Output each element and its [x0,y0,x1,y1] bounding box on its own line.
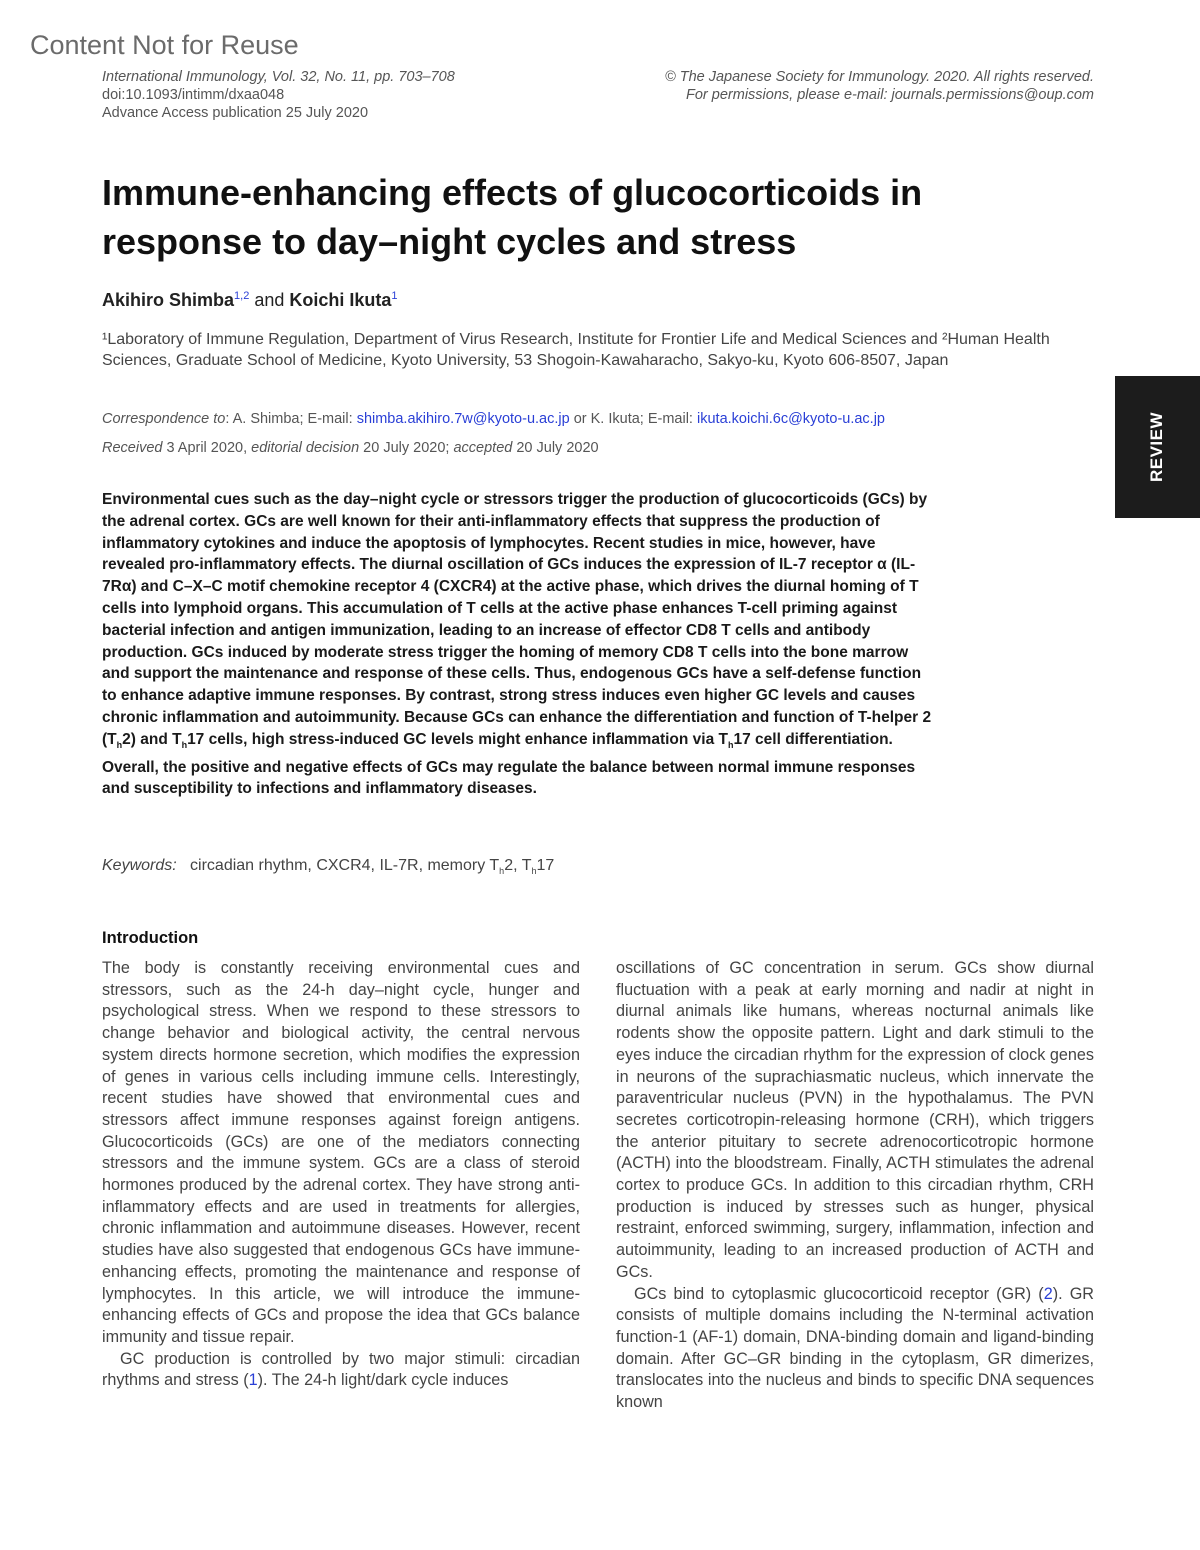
article-title: Immune-enhancing effects of glucocorticoids in response to day–night cycles and stress [102,172,923,262]
intro-paragraph-1: The body is constantly receiving environmental cues and stressors, such as the 24-h day–night cycle, hunger and psychological stress. When we respond to these stressors to change behavior and biological activity, the central nervous system directs hormone secretion, which modifies the expression of genes in various cells including immune cells. Interestingly, recent studies have showed that environmental cues and stressors affect immune responses against foreign antigens. Glucocorticoids (GCs) are one of the mediators connecting stressors and the immune system. GCs are a class of steroid hormones produced by the adrenal cortex. They have strong anti-inflammatory effects and are used in treatments for allergies, chronic inflammation and autoimmune diseases. However, recent studies have also suggested that endogenous GCs have immune-enhancing effects, promoting the maintenance and response of lymphocytes. In this article, we will introduce the immune-enhancing effects of GCs and propose the idea that GCs balance immunity and tissue repair. [102,959,580,1346]
email-link-1[interactable]: shimba.akihiro.7w@kyoto-u.ac.jp [356,411,570,427]
email-link-2[interactable]: ikuta.koichi.6c@kyoto-u.ac.jp [697,411,885,427]
correspondence-text-2: or K. Ikuta; E-mail: [569,411,697,427]
journal-info [102,68,455,122]
keywords-sub-1: h [499,866,505,877]
watermark: Content Not for Reuse [30,30,299,60]
received-dates [102,440,599,456]
review-tab [1115,376,1200,518]
permissions: For permissions, please e-mail: journals.permissions@oup.com [686,87,1094,103]
abstract-text-1: Environmental cues such as the day–night cycle or stressors trigger the production of glucocorticoids (GCs) by the adrenal cortex. GCs are well known for their anti-inflammatory effects that suppress the production of inflammatory cytokines and induce the apoptosis of lymphocytes. Recent studies in mice, however, have revealed pro-inflammatory effects. The diurnal oscillation of GCs induces the expression of IL-7 receptor α (IL-7Rα) and C–X–C motif chemokine receptor 4 (CXCR4) at the active phase, which drives the diurnal homing of T cells into lymphoid organs. This accumulation of T cells at the active phase enhances T-cell priming against bacterial infection and antigen immunization, leading to an increase of effector CD8 T cells and antibody production. GCs induced by moderate stress trigger the homing of memory CD8 T cells into the bone marrow and support the maintenance and response of these cells. Thus, endogenous GCs have a self-defense function to enhance adaptive immune responses. By contrast, strong stress induces even higher GC levels and causes chronic inflammation and autoimmunity. Because GCs can enhance the differentiation and function of T-helper 2 (T [102,491,932,748]
article-type-label: REVIEW [1147,411,1166,483]
affiliation: ¹Laboratory of Immune Regulation, Department of Virus Research, Institute for Frontier Life and Medical Sciences and ²Human Health Sciences, Graduate School of Medicine, Kyoto University, 53 Shogoin-Kawaharacho, Sakyo-ku, Kyoto 606-8507, Japan [102,331,1050,369]
decision-label: editorial decision [251,440,360,456]
abstract-sub-2: h [181,739,188,750]
received-label: Received [102,440,163,456]
section-heading-introduction: Introduction [102,929,199,947]
author-1[interactable]: Akihiro Shimba [102,290,235,310]
intro-paragraph-2-text-b: ). The 24-h light/dark cycle induces [257,1371,509,1390]
intro-paragraph-2 [102,1349,580,1392]
intro-paragraph-4-text-b: ). GR consists of multiple domains including the N-terminal activation function-1 (AF-1) domain, DNA-binding domain and ligand-binding domain. After GC–GR binding in the cytoplasm, GR dimerizes, translocates into the nucleus and binds to specific DNA sequences known [616,1284,1094,1412]
abstract [102,489,932,800]
correspondence-label: Correspondence to [102,411,226,427]
authors [102,290,398,311]
authors-and: and [254,290,285,310]
author-1-affiliation[interactable]: 1,2 [234,290,250,302]
accepted-label: accepted [453,440,513,456]
author-2[interactable]: Koichi Ikuta [289,290,392,310]
correspondence-text-1: : A. Shimba; E-mail: [225,411,357,427]
abstract-sub-3: h [728,739,734,750]
doi[interactable]: doi:10.1093/intimm/dxaa048 [102,87,285,103]
abstract-text-2: 2) and T [122,730,182,748]
intro-paragraph-4-text-a: GCs bind to cytoplasmic glucocorticoid receptor (GR) ( [634,1284,1044,1303]
received-date: 3 April 2020, [162,440,252,456]
author-2-affiliation[interactable]: 1 [391,290,398,302]
intro-paragraph-3: oscillations of GC concentration in serum. GCs show diurnal fluctuation with a peak at early morning and nadir at night in diurnal animals like humans, whereas nocturnal animals like rodents show the opposite pattern. Light and dark stimuli to the eyes induce the circadian rhythm for the expression of clock genes in neurons of the suprachiasmatic nucleus, which innervate the paraventricular nucleus (PVN) in the hypothalamus. The PVN secretes corticotropin-releasing hormone (CRH), which triggers the anterior pituitary to secrete adrenocorticotropic hormone (ACTH) into the bloodstream. Finally, ACTH stimulates the adrenal cortex to produce GCs. In addition to this circadian rhythm, CRH production is induced by stresses such as hunger, physical restraint, enforced swimming, surgery, inflammation, infection and autoimmunity, leading to an increased production of ACTH and GCs. [616,959,1094,1281]
correspondence [102,411,885,427]
keywords-sub-2: h [531,866,537,877]
intro-paragraph-4 [616,1284,1094,1414]
body-column-right [616,958,1094,1414]
keywords-label: Keywords: [102,857,177,874]
keywords-text-3: 17 [536,857,555,874]
copyright-info [665,68,1094,104]
copyright: © The Japanese Society for Immunology. 2020. All rights reserved. [665,69,1094,85]
reference-link-2[interactable]: 2 [1043,1284,1053,1303]
keywords-text-2: 2, T [504,857,532,874]
keywords-text-1: circadian rhythm, CXCR4, IL-7R, memory T [190,857,500,874]
abstract-text-3: 17 cells, high stress-induced GC levels might enhance inflammation via T [187,730,728,748]
body-column-left [102,958,580,1392]
journal-citation: International Immunology, Vol. 32, No. 11, pp. 703–708 [102,69,455,85]
abstract-text-4: 17 cell differentiation. Overall, the positive and negative effects of GCs may regulate the balance between normal immune responses and susceptibility to infections and inflammatory diseases. [102,730,916,798]
intro-paragraph-2-text-a: GC production is controlled by two major stimuli: circadian rhythms and stress ( [102,1349,580,1390]
advance-access: Advance Access publication 25 July 2020 [102,105,369,121]
abstract-sub-1: h [116,739,123,750]
accepted-date: 20 July 2020 [512,440,599,456]
decision-date: 20 July 2020; [359,440,454,456]
reference-link-1[interactable]: 1 [248,1371,258,1390]
keywords [102,857,554,876]
